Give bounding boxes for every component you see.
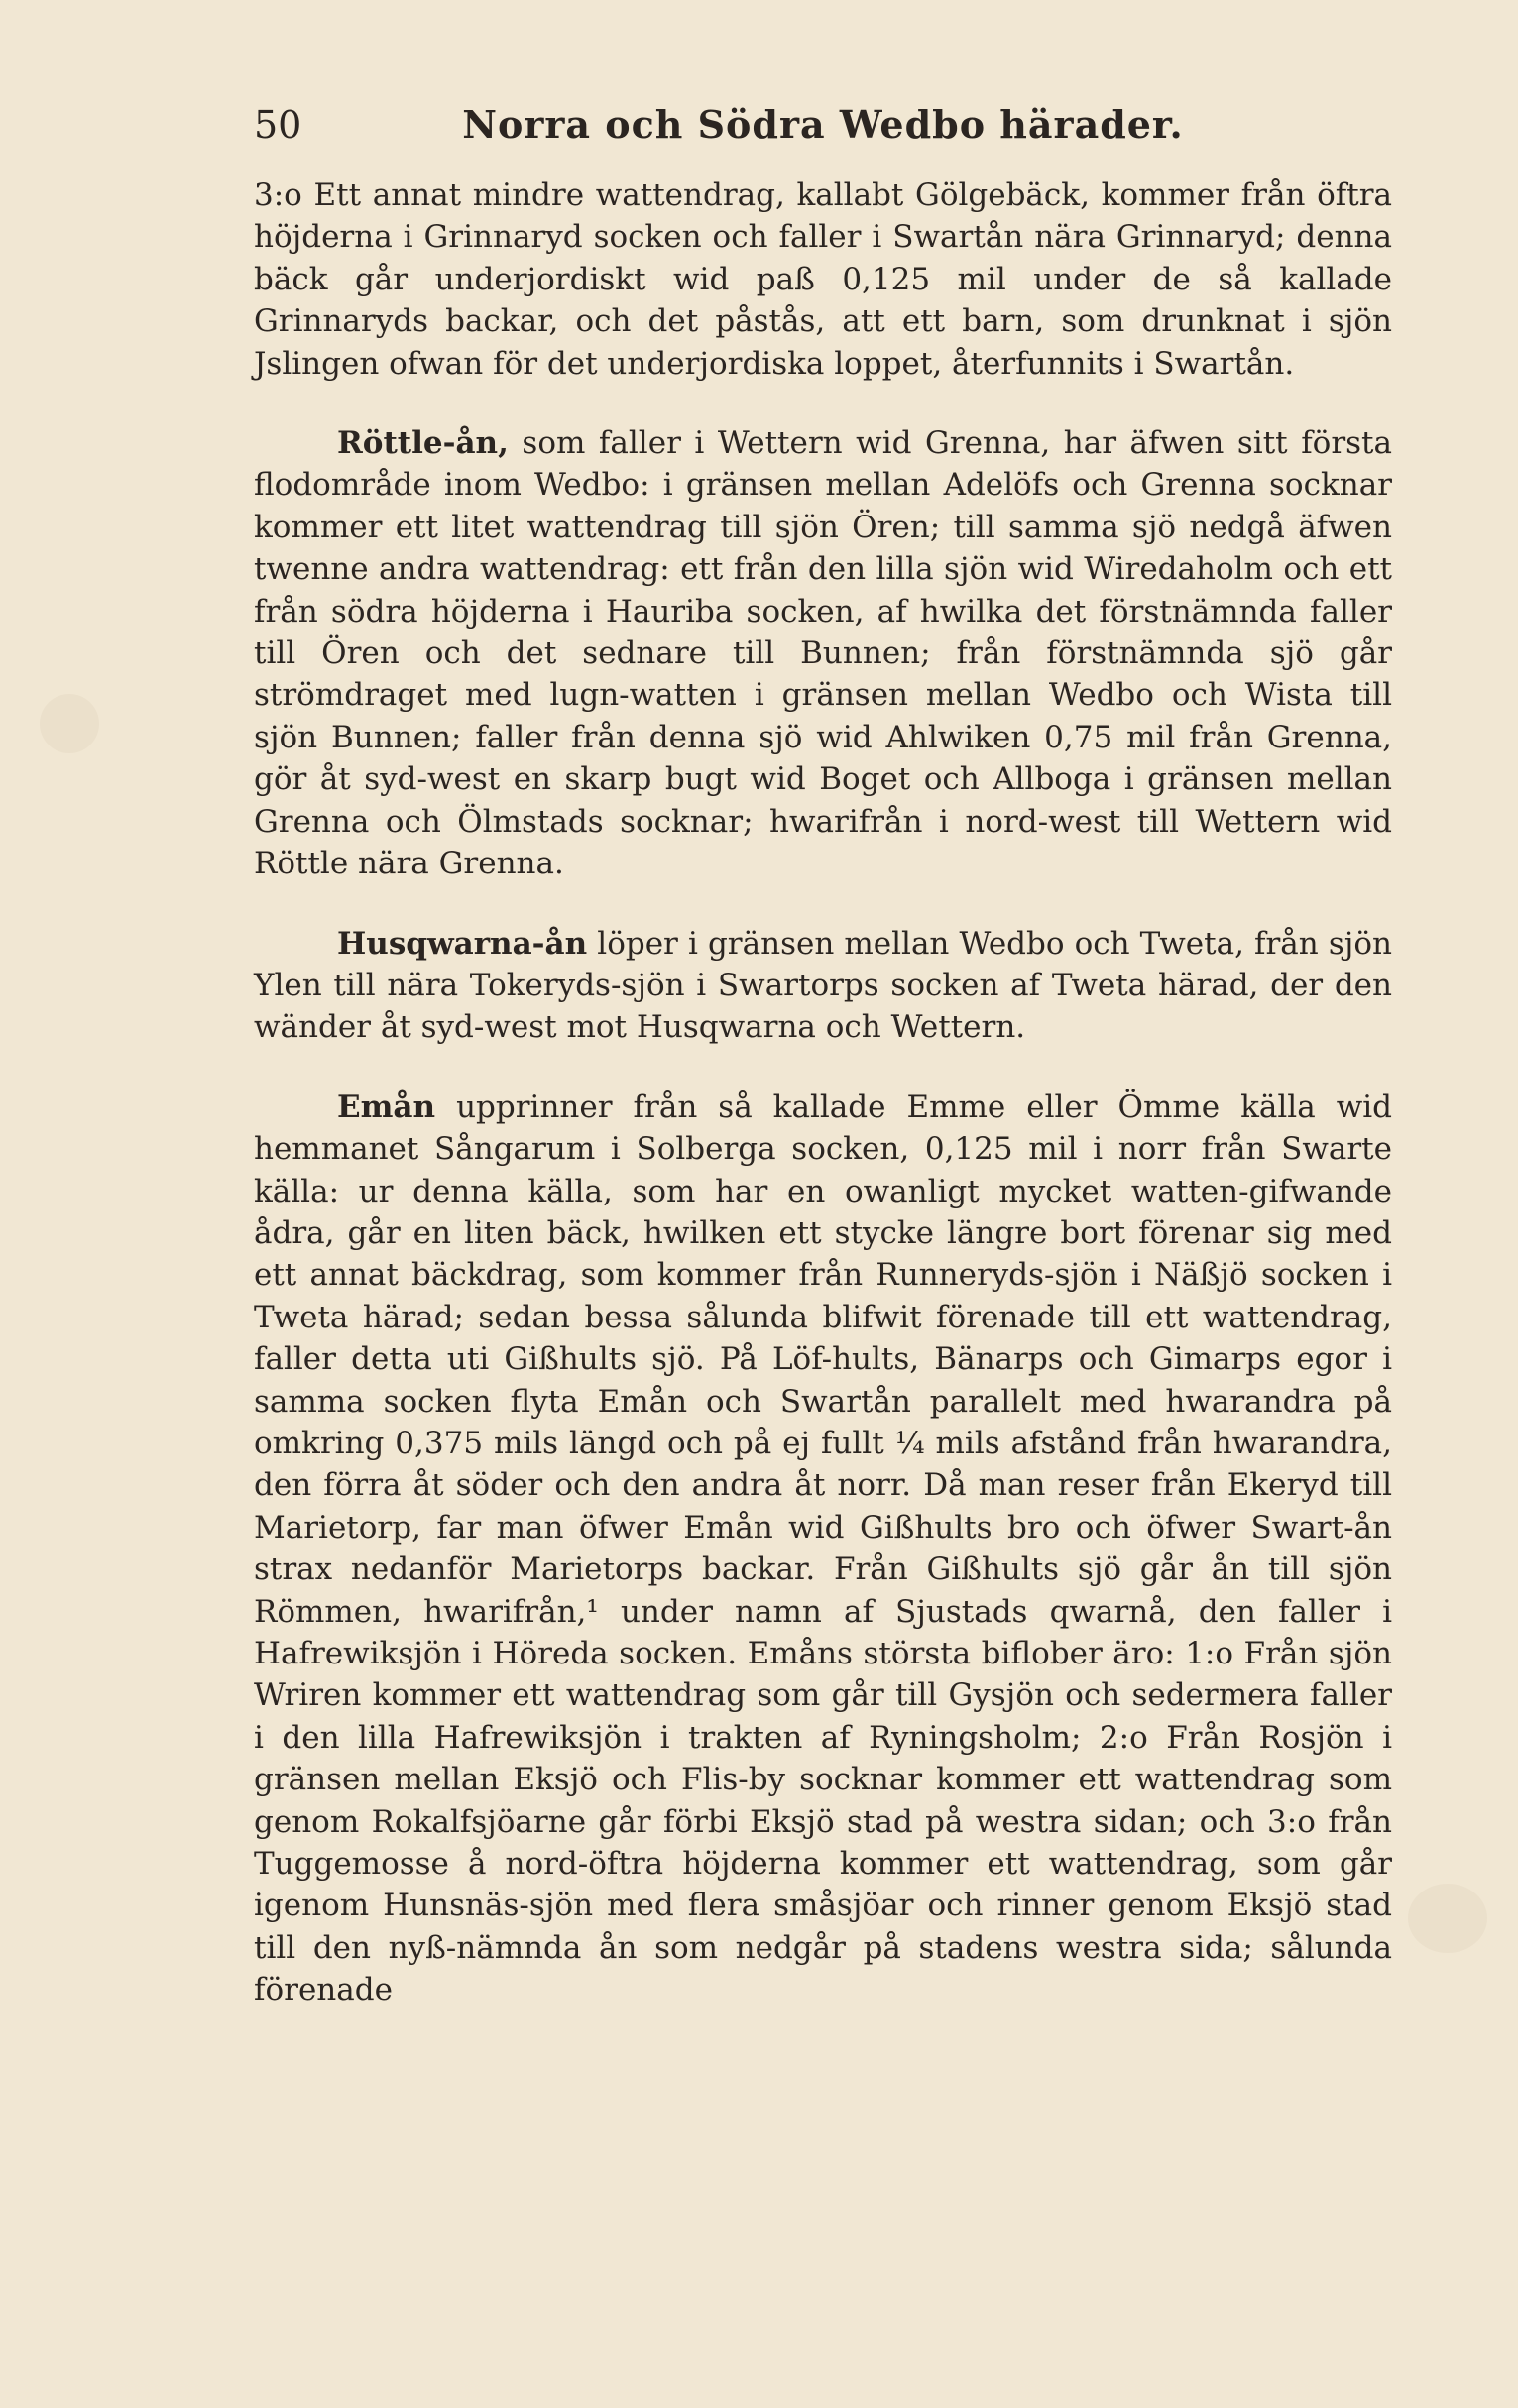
paragraph-text: 3:o Ett annat mindre wattendrag, kallabt Gölgebäck, kommer från öftra höjderna i Grinnaryd socken och faller i Swartån nära Grinnaryd; denna bäck går underjordiskt wid paß 0,125 mil under de så kallade Grinnaryds backar, och det påstås, att ett barn, som drunknat i sjön Jslingen ofwan för det underjordiska loppet, återfunnits i Swartån. [254,177,1392,382]
paragraph-lead: Emån [337,1089,436,1125]
running-head [254,95,1392,155]
body-text [254,174,1392,2011]
paragraph-husqwarna-ån [254,923,1392,1049]
paragraph-emån [254,1087,1392,2011]
header-title: Norra och Södra Wedbo härader. [462,102,1184,147]
paragraph-röttle-ån [254,422,1392,884]
paper-stain [40,694,99,753]
page-number: 50 [254,103,302,147]
paragraph-lead: Röttle-ån, [337,425,509,462]
paper-stain [1408,1884,1487,1953]
paragraph-text: som faller i Wettern wid Grenna, har äfwen sitt första flodområde inom Wedbo: i gränsen mellan Adelöfs och Grenna socknar kommer ett litet wattendrag till sjön Ören; till samma sjö nedgå äfwen twenne andra wattendrag: ett från den lilla sjön wid Wiredaholm och ett från södra höjderna i Hauriba socken, af hwilka det förstnämnda faller till Ören och det sednare till Bunnen; från förstnämnda sjö går strömdraget med lugn-watten i gränsen mellan Wedbo och Wista till sjön Bunnen; faller från denna sjö wid Ahlwiken 0,75 mil från Grenna, gör åt syd-west en skarp bugt wid Boget och Allboga i gränsen mellan Grenna och Ölmstads socknar; hwarifrån i nord-west till Wettern wid Röttle nära Grenna. [254,425,1392,882]
paragraph-text: upprinner från så kallade Emme eller Ömme källa wid hemmanet Sångarum i Solberga socken, 0,125 mil i norr från Swarte källa: ur denna källa, som har en owanligt mycket watten-gifwande ådra, går en liten bäck, hwilken ett stycke längre bort förenar sig med ett annat bäckdrag, som kommer från Runneryds-sjön i Näßjö socken i Tweta härad; sedan bessa sålunda blifwit förenade till ett wattendrag, faller detta uti Gißhults sjö. På Löf-hults, Bänarps och Gimarps egor i samma socken flyta Emån och Swartån parallelt med hwarandra på omkring 0,375 mils längd och på ej fullt ¼ mils afstånd från hwarandra, den förra åt söder och den andra åt norr. Då man reser från Ekeryd till Marietorp, far man öfwer Emån wid Gißhults bro och öfwer Swart-ån strax nedanför Marietorps backar. Från Gißhults sjö går ån till sjön Römmen, hwarifrån,¹ under namn af Sjustads qwarnå, den faller i Hafrewiksjön i Höreda socken. Emåns största biflober äro: 1:o Från sjön Wriren kommer ett wattendrag som går till Gysjön och sedermera faller i den lilla Hafrewiksjön i trakten af Ryningsholm; 2:o Från Rosjön i gränsen mellan Eksjö och Flis-by socknar kommer ett wattendrag som genom Rokalfsjöarne går förbi Eksjö stad på westra sidan; och 3:o från Tuggemosse å nord-öftra höjderna kommer ett wattendrag, som går igenom Hunsnäs-sjön med flera småsjöar och rinner genom Eksjö stad till den nyß-nämnda ån som nedgår på stadens westra sida; sålunda förenade [254,1089,1392,2008]
paragraph-text: löper i gränsen mellan Wedbo och Tweta, från sjön Ylen till nära Tokeryds-sjön i Swartorps socken af Tweta härad, der den wänder åt syd-west mot Husqwarna och Wettern. [254,925,1392,1046]
paragraph-gölgebäck [254,174,1392,385]
paragraph-lead: Husqwarna-ån [337,925,588,962]
